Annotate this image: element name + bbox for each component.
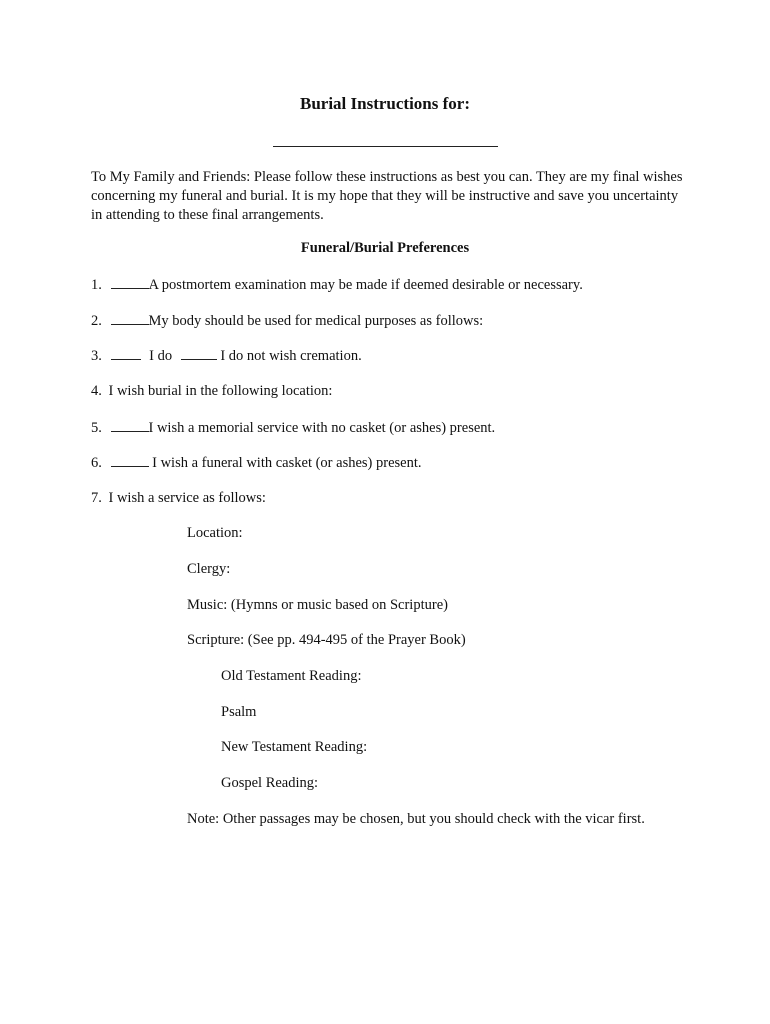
item-number: 2. (91, 313, 102, 329)
item-number: 6. (91, 455, 102, 471)
initial-blank[interactable] (111, 419, 149, 432)
service-location-label: Location: (187, 525, 243, 541)
service-clergy-label: Clergy: (187, 561, 231, 577)
list-item (91, 347, 362, 365)
gospel-label: Gospel Reading: (221, 775, 319, 791)
initial-blank[interactable] (111, 347, 141, 360)
initial-blank[interactable] (181, 347, 217, 360)
item-text-option-a: I do (149, 348, 173, 364)
list-item (91, 419, 495, 437)
psalm-label: Psalm (221, 704, 257, 720)
item-text: I wish a memorial service with no casket (or ashes) present. (148, 420, 496, 436)
section-title: Funeral/Burial Preferences (300, 240, 470, 256)
list-item (91, 383, 332, 400)
page-title: Burial Instructions for: (300, 94, 470, 113)
item-text: A postmortem examination may be made if deemed desirable or necessary. (148, 277, 583, 293)
item-number: 3. (91, 348, 102, 364)
item-text: I wish burial in the following location: (108, 383, 333, 399)
initial-blank[interactable] (111, 276, 149, 289)
item-text: I wish a service as follows: (108, 490, 266, 506)
item-number: 1. (91, 277, 102, 293)
service-music-label: Music: (Hymns or music based on Scripture) (187, 597, 448, 613)
intro-paragraph: To My Family and Friends: Please follow these instructions as best you can. They are my final wishes concerning my funeral and burial. It is my hope that they will be instructive and save you uncertainty in attending to these final arrangements. (91, 169, 683, 223)
item-text: I wish a funeral with casket (or ashes) present. (152, 455, 422, 471)
list-item (91, 312, 483, 330)
name-blank-line[interactable] (273, 146, 498, 147)
old-testament-label: Old Testament Reading: (221, 668, 362, 684)
service-note: Note: Other passages may be chosen, but you should check with the vicar first. (187, 811, 645, 827)
service-scripture-label: Scripture: (See pp. 494-495 of the Prayer Book) (187, 632, 466, 648)
list-item (91, 276, 583, 294)
list-item (91, 490, 266, 507)
list-item (91, 454, 422, 472)
item-number: 5. (91, 420, 102, 436)
new-testament-label: New Testament Reading: (221, 739, 368, 755)
item-text: My body should be used for medical purposes as follows: (148, 313, 484, 329)
initial-blank[interactable] (111, 312, 149, 325)
item-number: 4. (91, 383, 102, 399)
initial-blank[interactable] (111, 454, 149, 467)
item-text-option-b: I do not wish cremation. (220, 348, 362, 364)
item-number: 7. (91, 490, 102, 506)
